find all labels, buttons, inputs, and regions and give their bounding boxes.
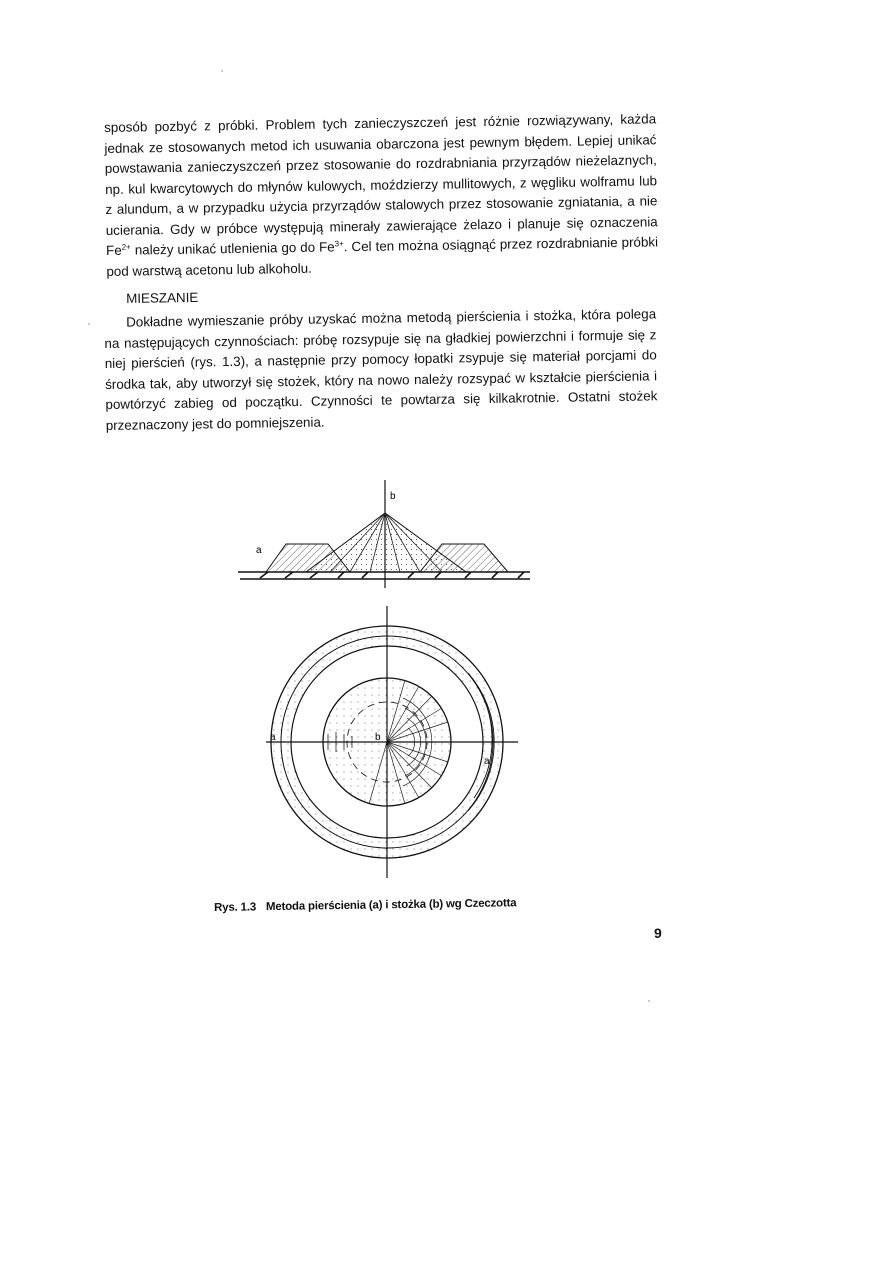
- section-heading: MIESZANIE: [126, 289, 199, 306]
- ring-cone-diagram: [230, 468, 540, 908]
- fe2-superscript: 2+: [121, 242, 131, 252]
- label-a-top-right: a: [484, 756, 490, 767]
- scan-speck: [88, 323, 90, 325]
- paragraph1-text-a: sposób pozbyć z próbki. Problem tych zanieczyszczeń jest różnie rozwiązywany, każda jednak ze stosowanych metod ich usuwania obarczona jest pewnym błędem. Lepiej unikać powstawania zanieczyszczeń przez stosowanie do rozdrabniania przyrządów nieżelaznych, np. kul kwarcytowych do młynów kulowych, moździerzy mullitowych, z węgliku wolframu lub z alundum, a w przypadku użycia przyrządów stalowych przez stosowanie zgniatania, a nie ucierania. Gdy w próbce występują minerały zawierające żelazo i planuje się oznaczenia Fe: [104, 111, 658, 258]
- scan-speck: [648, 1000, 650, 1002]
- paragraph-contamination: [104, 109, 659, 282]
- label-b-side: b: [390, 491, 396, 502]
- page-number: 9: [654, 925, 662, 941]
- fe3-superscript: 3+: [334, 239, 344, 249]
- caption-number: Rys. 1.3: [214, 901, 257, 914]
- top-view: [266, 606, 518, 878]
- scan-speck: [221, 70, 223, 72]
- label-a-top: a: [270, 732, 276, 743]
- side-view: [238, 480, 530, 588]
- paragraph1-text-c: . Cel ten można osiągnąć przez rozdrabnianie próbki pod warstwą acetonu lub alkoholu.: [106, 234, 659, 279]
- label-a-side: a: [256, 545, 262, 556]
- label-b-top: b: [375, 732, 381, 743]
- paragraph1-text-b: należy unikać utlenienia go do Fe: [130, 239, 335, 258]
- paragraph2-text: Dokładne wymieszanie próby uzyskać można metodą pierścienia i stożka, która polega na następujących czynnościach: próbę rozsypuje się na gładkiej powierzchni i formuje się z niej pierścień (rys. 1.3), a następnie przy pomocy łopatki zsypuje się materiał porcjami do środka tak, aby utworzył się stożek, który na nowo należy rozsypać w kształcie pierścienia i powtórzyć zabieg od początku. Czynności te powtarza się kilkakrotnie. Ostatni stożek przeznaczony jest do pomniejszenia.: [104, 306, 658, 433]
- cone: [306, 513, 466, 572]
- paragraph-mixing: [104, 304, 658, 436]
- figure-ring-and-cone: [230, 468, 540, 908]
- caption-text: Metoda pierścienia (a) i stożka (b) wg Czeczotta: [265, 897, 517, 914]
